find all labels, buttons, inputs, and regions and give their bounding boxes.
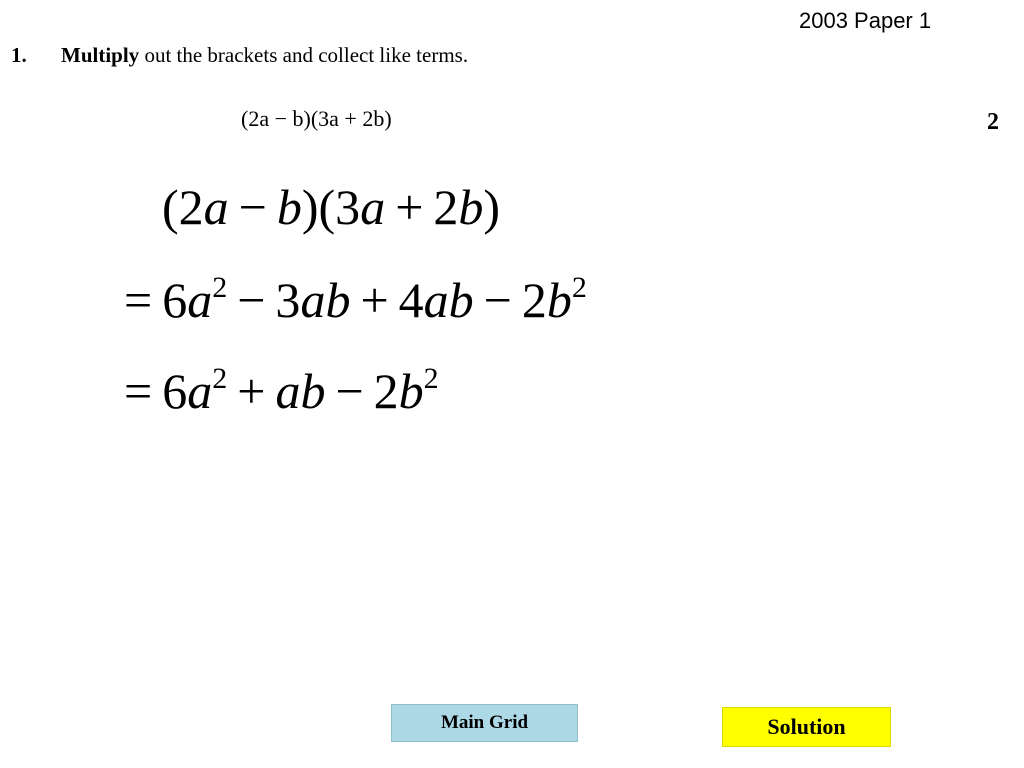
instruction-text: out the brackets and collect like terms. (139, 43, 469, 67)
working-line-2: = $6a^2 - 3ab + 4ab - 2b^2$ (114, 271, 587, 328)
paper-label: 2003 Paper 1 (799, 8, 932, 33)
question-instruction (61, 41, 468, 69)
main-grid-button[interactable]: Main Grid (391, 704, 578, 742)
instruction-keyword: Multiply (61, 43, 140, 67)
solution-button[interactable]: Solution (722, 707, 891, 747)
working-line-3: = $6a^2$ + ab − $2b^2$ (114, 362, 439, 419)
question-number: 1. (11, 43, 27, 67)
working-line-1: (2a − b)(3a + 2b) (162, 179, 501, 235)
question-expression: (2a − b)(3a + 2b) (241, 106, 392, 131)
question-marks: 2 (987, 109, 999, 135)
